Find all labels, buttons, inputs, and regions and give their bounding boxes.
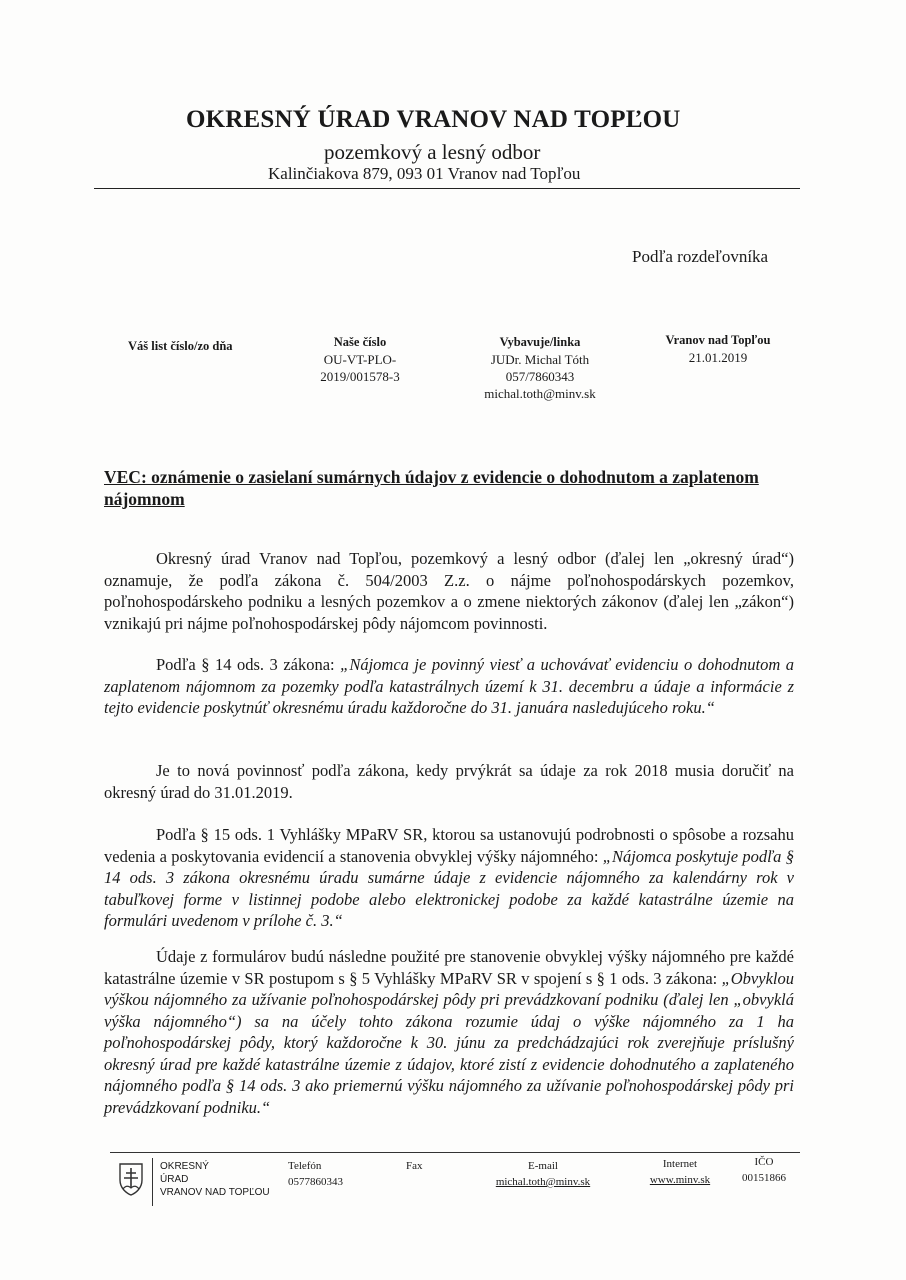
slovak-coat-of-arms-icon [118, 1162, 144, 1196]
footer-org-line3: VRANOV NAD TOPĽOU [160, 1187, 270, 1198]
handler-phone: 057/7860343 [505, 369, 575, 384]
header-divider [94, 188, 800, 189]
your-letter-label: Váš list číslo/zo dňa [128, 339, 233, 353]
paragraph-4-lead: Podľa § 15 ods. 1 Vyhlášky MPaRV SR, ktorou sa ustanovujú podrobnosti o spôsobe a rozsahu vedenia a poskytovania evidencií a stanovenia obvyklej výšky nájomného: [104, 825, 794, 866]
office-title: OKRESNÝ ÚRAD VRANOV NAD TOPĽOU [186, 106, 681, 133]
footer-organization [160, 1160, 270, 1199]
footer-org-line2: ÚRAD [160, 1174, 189, 1185]
department-name: pozemkový a lesný odbor [324, 140, 541, 164]
footer-fax [406, 1158, 423, 1174]
paragraph-2-quote: „Nájomca je povinný viesť a uchovávať evidenciu o dohodnutom a zaplatenom nájomnom za pozemky podľa katastrálnych území k 31. decembru a údaje a informácie z tejto evidencie poskytnúť okresnému úradu každoročne do 31. januára nasledujúceho roku.“ [104, 655, 794, 717]
our-number-line1: OU-VT-PLO- [323, 352, 397, 367]
phone-label: Telefón [288, 1160, 322, 1172]
email-link[interactable]: michal.toth@minv.sk [495, 1176, 591, 1188]
handler-block [470, 334, 610, 402]
our-number-line2: 2019/001578-3 [320, 369, 400, 384]
phone-value: 0577860343 [288, 1176, 343, 1188]
recipient-line: Podľa rozdeľovníka [632, 247, 769, 266]
footer-web [640, 1156, 720, 1188]
footer-divider [110, 1152, 800, 1153]
office-address: Kalinčiakova 879, 093 01 Vranov nad Topľou [268, 164, 581, 183]
paragraph-2-lead: Podľa § 14 ods. 3 zákona: [156, 655, 341, 674]
letter-date: 21.01.2019 [688, 350, 748, 365]
body-paragraph-5 [104, 946, 794, 1118]
handler-name: JUDr. Michal Tóth [490, 352, 590, 367]
footer-phone [288, 1158, 343, 1190]
letter-footer [110, 1152, 800, 1212]
place-label: Vranov nad Topľou [665, 333, 771, 347]
paragraph-5-lead: Údaje z formulárov budú následne použité pre stanovenie obvyklej výšky nájomného pre každé katastrálne územie v SR postupom s § 5 Vyhlášky MPaRV SR v spojení s § 1 ods. 3 zákona: [104, 947, 794, 988]
date-block [648, 332, 788, 366]
subject-line: VEC: oznámenie o zasielaní sumárnych údajov z evidencie o dohodnutom a zaplatenom nájomnom [104, 467, 759, 509]
handler-email: michal.toth@minv.sk [484, 386, 596, 401]
paragraph-5-quote: „Obvyklou výškou nájomného za užívanie poľnohospodárskej pôdy pri prevádzkovaní podniku (ďalej len „obvyklá výška nájomného“) sa na účely tohto zákona rozumie údaj o výške nájomného za 1 ha poľnohospodárskej pôdy, ktorý každoročne k 30. júnu za predchádzajúci rok zverejňuje príslušný okresný úrad pre každé katastrálne územie z údajov, ktoré zistí z evidencie dohodnutého a zaplateného nájomného podľa § 14 ods. 3 ako priemernú výšku nájomného za užívanie poľnohospodárskej pôdy pri prevádzkovaní podniku.“ [104, 968, 794, 1117]
handler-label: Vybavuje/linka [499, 335, 581, 349]
footer-org-line1: OKRESNÝ [160, 1161, 209, 1172]
web-label: Internet [662, 1158, 698, 1170]
web-link[interactable]: www.minv.sk [649, 1174, 711, 1186]
ico-value: 00151866 [742, 1172, 786, 1184]
fax-label: Fax [406, 1160, 423, 1172]
our-number-label: Naše číslo [333, 335, 387, 349]
body-paragraph-3: Je to nová povinnosť podľa zákona, kedy prvýkrát sa údaje za rok 2018 musia doručiť na okresný úrad do 31.01.2019. [104, 761, 794, 802]
footer-ico [734, 1154, 794, 1186]
body-paragraph-2 [104, 654, 794, 719]
paragraph-4-quote: „Nájomca poskytuje podľa § 14 ods. 3 zákona okresnému úradu sumárne údaje z evidencie nájomného za kalendárny rok v tabuľkovej forme v listinnej podobe alebo elektronickej podobe za každé katastrálne územie na formulári uvedenom v prílohe č. 3.“ [104, 846, 794, 930]
ico-label: IČO [754, 1156, 774, 1168]
body-paragraph-4 [104, 824, 794, 932]
your-letter-block [128, 338, 233, 355]
footer-separator [152, 1158, 153, 1206]
our-number-block [308, 334, 412, 385]
email-label: E-mail [528, 1160, 558, 1172]
footer-email [488, 1158, 598, 1190]
body-paragraph-1: Okresný úrad Vranov nad Topľou, pozemkový a lesný odbor (ďalej len „okresný úrad“) oznamuje, že podľa zákona č. 504/2003 Z.z. o nájme poľnohospodárskych pozemkov, poľnohospodárskeho podniku a lesných pozemkov a o zmene niektorých zákonov (ďalej len „zákon“) vznikajú pri nájme poľnohospodárskej pôdy nájomcom povinnosti. [104, 549, 794, 633]
